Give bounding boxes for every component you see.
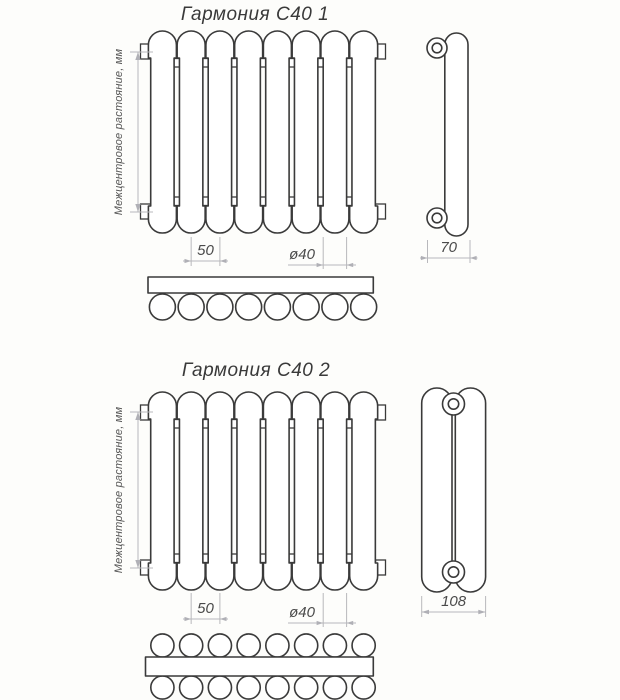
tube-section-circle <box>266 676 289 699</box>
arrowhead-icon <box>317 263 324 267</box>
tube-section-circle <box>178 294 204 320</box>
section-title: Гармония С40 1 <box>180 4 330 25</box>
arrowhead-icon <box>470 256 477 260</box>
tube-diameter-value: ø40 <box>289 604 315 621</box>
side-tappings <box>141 44 386 219</box>
radiator-tube <box>177 392 205 590</box>
tube-section-circle <box>237 676 260 699</box>
radiator-tube <box>148 392 176 590</box>
top-view <box>148 277 377 320</box>
tube-circles-row-back <box>151 634 375 657</box>
side-view <box>420 33 478 263</box>
depth-value: 70 <box>440 239 458 256</box>
arrowhead-icon <box>422 610 429 614</box>
arrowhead-icon <box>347 263 354 267</box>
depth-dimension <box>422 593 486 617</box>
arrowhead-icon <box>347 621 354 625</box>
radiator-tube <box>206 31 234 233</box>
arrowhead-icon <box>185 617 192 621</box>
radiator-tube <box>292 31 320 233</box>
tube-pitch-value: 50 <box>197 242 214 259</box>
radiator-tube <box>235 31 263 233</box>
tube-section-circle <box>151 676 174 699</box>
header-bar <box>148 277 373 293</box>
tube-section-circle <box>207 294 233 320</box>
section-c40-1 <box>113 4 478 320</box>
axis-label: Межцентровое растояние, мм <box>113 48 125 216</box>
radiator-tube <box>177 31 205 233</box>
tube-section-circle <box>180 676 203 699</box>
tube-section-circle <box>237 634 260 657</box>
depth-value: 108 <box>441 593 467 610</box>
tube-diameter-dimension <box>288 593 356 627</box>
tube-section-circle <box>295 676 318 699</box>
tube-section-circle <box>293 294 319 320</box>
center-distance-dimension <box>113 49 153 216</box>
tube-section-circle <box>149 294 175 320</box>
tube-section-circle <box>208 634 231 657</box>
front-view <box>148 392 377 590</box>
tube-section-circle <box>352 634 375 657</box>
radiator-tube <box>292 392 320 590</box>
header-bar <box>146 657 374 676</box>
side-tappings <box>141 405 386 575</box>
depth-dimension <box>420 239 478 263</box>
arrowhead-icon <box>317 621 324 625</box>
radiator-tube <box>235 392 263 590</box>
tube-section-circle <box>351 294 377 320</box>
tube-section-circle <box>236 294 262 320</box>
section-title: Гармония С40 2 <box>181 360 331 381</box>
center-distance-dimension <box>113 407 153 574</box>
tube-pitch-dimension <box>183 593 228 624</box>
tube-profile <box>445 33 468 236</box>
connection-hole-bottom <box>432 213 442 223</box>
tube-circles-row <box>149 294 376 320</box>
bottom-view <box>146 634 376 699</box>
tube-profile-front <box>422 388 452 592</box>
tube-section-circle <box>151 634 174 657</box>
tube-section-circle <box>180 634 203 657</box>
radiator-tube <box>206 392 234 590</box>
radiator-tube <box>350 392 378 590</box>
radiator-tube <box>350 31 378 233</box>
tube-section-circle <box>323 676 346 699</box>
connection-hole-top <box>432 43 442 53</box>
tube-section-circle <box>295 634 318 657</box>
radiator-tube <box>263 31 291 233</box>
arrowhead-icon <box>421 256 428 260</box>
connection-hole-bottom <box>448 567 458 577</box>
axis-label: Межцентровое растояние, мм <box>113 406 125 574</box>
tube-pitch-value: 50 <box>197 600 214 617</box>
arrowhead-icon <box>220 617 227 621</box>
radiator-tube <box>321 31 349 233</box>
arrowhead-icon <box>478 610 485 614</box>
arrowhead-icon <box>220 259 227 263</box>
tube-profile-back <box>455 388 485 592</box>
tube-section-circle <box>323 634 346 657</box>
radiator-tube <box>263 392 291 590</box>
tube-section-circle <box>208 676 231 699</box>
tube-pitch-dimension <box>183 237 228 266</box>
tube-section-circle <box>266 634 289 657</box>
front-view <box>148 31 377 233</box>
side-view <box>422 388 486 617</box>
tube-diameter-value: ø40 <box>289 246 315 263</box>
tube-diameter-dimension <box>288 237 356 269</box>
tube-section-circle <box>352 676 375 699</box>
tube-section-circle <box>264 294 290 320</box>
section-c40-2 <box>113 360 486 699</box>
connection-hole-top <box>448 399 458 409</box>
radiator-tube <box>321 392 349 590</box>
arrowhead-icon <box>185 259 192 263</box>
tube-circles-row-front <box>151 676 375 699</box>
radiator-tube <box>148 31 176 233</box>
tube-section-circle <box>322 294 348 320</box>
